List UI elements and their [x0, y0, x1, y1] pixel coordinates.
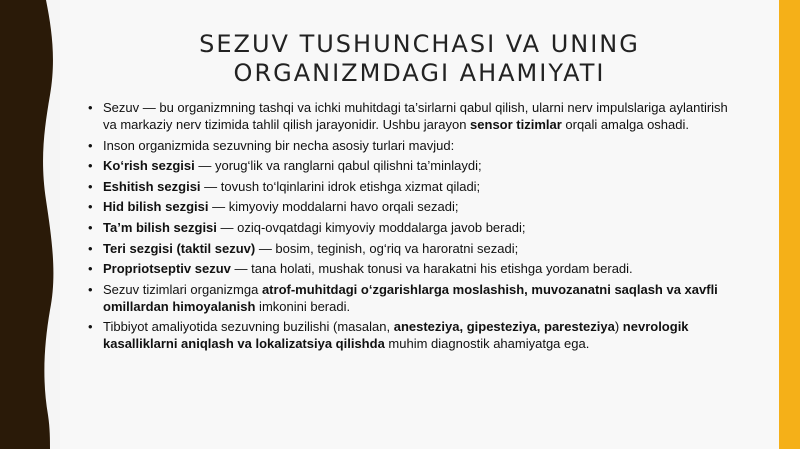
bullet-list — [88, 99, 738, 356]
bullet-text: — tana holati, mushak tonusi va harakatni his etishga yordam beradi. — [230, 261, 633, 277]
bullet-item — [88, 281, 738, 315]
bullet-bold-text: sensor tizimlar — [470, 117, 562, 132]
right-accent-bar — [779, 0, 800, 449]
left-decorative-edge — [0, 0, 60, 449]
bullet-text: muhim diagnostik ahamiyatga ega. — [384, 336, 590, 352]
bullet-item — [88, 198, 738, 215]
bullet-text: — kimyoviy moddalarni havo orqali sezadi; — [208, 199, 459, 215]
bullet-item — [88, 260, 738, 277]
bullet-bold-text: atrof-muhitdagi o‘zgarishlarga moslashish, muvozanatni saqlash va xavfli omillardan himoyalanish — [103, 281, 718, 314]
bullet-text: — tovush to‘lqinlarini idrok etishga xizmat qiladi; — [200, 178, 481, 194]
bullet-item — [88, 99, 738, 133]
bullet-bold-text: Propriotseptiv sezuv — [103, 261, 231, 277]
slide-title-line-1: SEZUV TUSHUNCHASI VA UNING — [199, 30, 640, 58]
bullet-text: — oziq-ovqatdagi kimyoviy moddalarga javob beradi; — [216, 219, 526, 235]
bullet-bold-text: Ko‘rish sezgisi — [103, 158, 195, 174]
bullet-bold-text: Ta’m bilish sezgisi — [103, 219, 217, 235]
bullet-item — [88, 318, 738, 352]
bullet-bold-text: Eshitish sezgisi — [103, 178, 201, 194]
bullet-item — [88, 157, 738, 174]
bullet-text: — bosim, teginish, og‘riq va haroratni sezadi; — [255, 240, 519, 256]
bullet-text: Sezuv tizimlari organizmga — [103, 281, 262, 297]
bullet-text: imkonini beradi. — [255, 298, 351, 314]
bullet-bold-text: Teri sezgisi (taktil sezuv) — [103, 240, 256, 256]
bullet-item — [88, 137, 738, 154]
bullet-text: Sezuv — bu organizmning tashqi va ichki muhitdagi ta’sirlarni qabul qilish, ularni nerv impulslariga aylantirish va markaziy nerv tizimida tahlil qilish jarayonidir. Ushbu jarayon — [103, 100, 728, 132]
bullet-item — [88, 240, 738, 257]
slide-title — [60, 30, 779, 88]
bullet-bold-text: nevrologik kasalliklarni aniqlash va lokalizatsiya qilishda — [103, 319, 689, 352]
bullet-item — [88, 178, 738, 195]
bullet-text: — yorug‘lik va ranglarni qabul qilishni ta’minlaydi; — [194, 158, 482, 174]
bullet-bold-text: anesteziya, gipesteziya, paresteziya — [393, 319, 615, 335]
bullet-text: Tibbiyot amaliyotida sezuvning buzilishi (masalan, — [103, 319, 394, 335]
slide-title-line-2: ORGANIZMDAGI AHAMIYATI — [233, 59, 606, 87]
bullet-text: ) — [614, 319, 623, 335]
bullet-text: Inson organizmida sezuvning bir necha asosiy turlari mavjud: — [103, 137, 455, 153]
bullet-bold-text: Hid bilish sezgisi — [103, 199, 209, 215]
bullet-text: orqali amalga oshadi. — [561, 117, 690, 132]
bullet-item — [88, 219, 738, 236]
